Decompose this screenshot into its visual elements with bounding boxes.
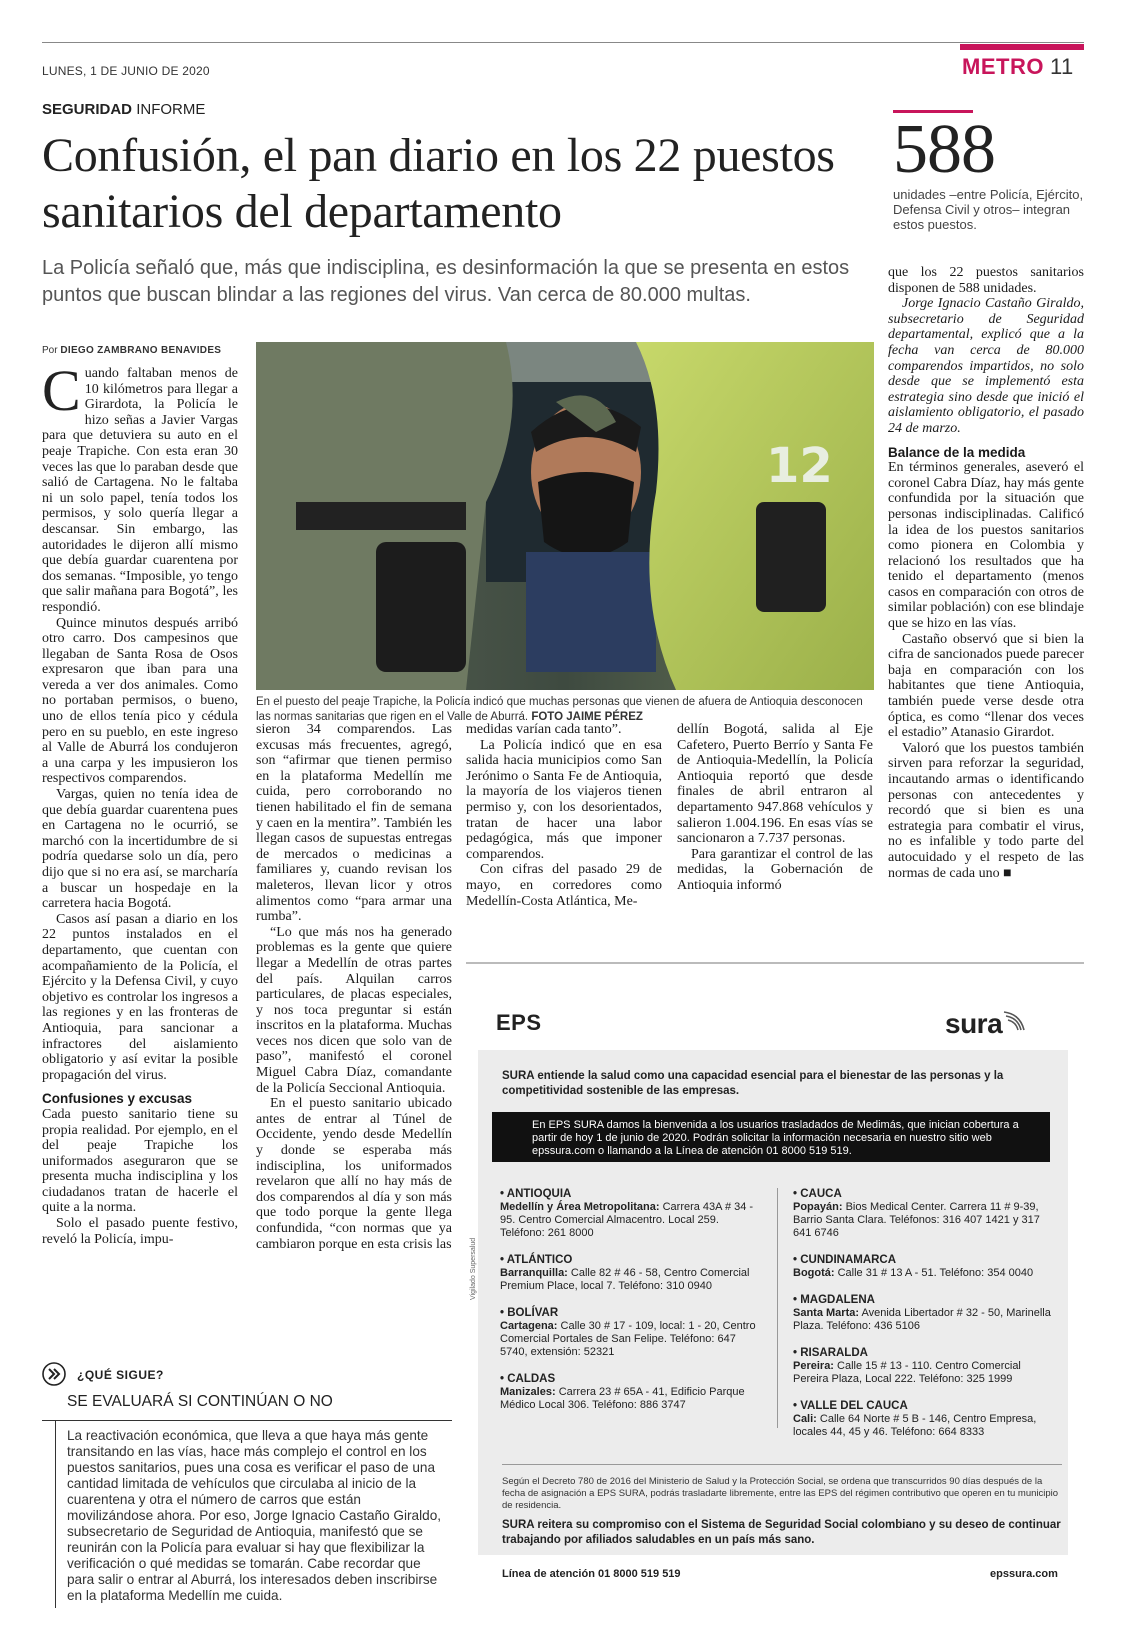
article-column-2 bbox=[256, 722, 452, 1252]
paragraph: “Lo que más nos ha generado problemas es la gente que quiere llegar a Medellín de otras partes del país. Alquilan carros particulares, de placas especiales, y nos toca preguntar si están inscritos en la plataforma. Muchas veces nos dicen que solo van de paso”, manifestó el coronel Miguel Cabra Díaz, comandante de la Policía Seccional Antioquia. bbox=[256, 924, 452, 1096]
office-region: • CAUCA bbox=[793, 1188, 842, 1200]
que-sigue-rule bbox=[42, 1420, 452, 1421]
office-entry bbox=[500, 1254, 762, 1293]
paragraph: Valoró que los puestos también sirven para reforzar la seguridad, incautando armas o identificando personas con antecedentes y recordó que si bien es una estrategia para combatir el virus, no es infalible y todo parte del autocuidado y el respeto de las normas de cada uno ■ bbox=[888, 740, 1084, 881]
subheading: Balance de la medida bbox=[888, 444, 1026, 460]
page-number: 11 bbox=[1049, 54, 1074, 79]
ad-closing: SURA reitera su compromiso con el Sistema de Seguridad Social colombiano y su deseo de continuar trabajando por afiliados saludables en un país más sano. bbox=[502, 1519, 1061, 1546]
paragraph: Castaño observó que si bien la cifra de sancionados puede parecer baja en comparación con los habitantes que tiene Antioquia, también puede verse desde otra óptica, es como “llenar dos veces el estadio” Atanasio Girardot. bbox=[888, 631, 1084, 741]
byline-prefix: Por bbox=[42, 345, 58, 356]
brand-text: sura bbox=[945, 1008, 1003, 1039]
article-column-5 bbox=[888, 265, 1084, 881]
ad-website: epssura.com bbox=[990, 1568, 1058, 1580]
office-detail: Calle 64 Norte # 5 B - 146, Centro Empresa, locales 44, 45 y 46. Teléfono: 664 8333 bbox=[793, 1413, 1037, 1438]
paragraph: En el puesto sanitario ubicado antes de entrar al Túnel de Occidente, yendo desde Medellín y donde se esperaba más indisciplina, los uniformados revelaron que allí no hay más de dos comparendos al día y son más que todo porque la gente llega confundida, “con normas que ya cambiaron porque en esta crisis las bbox=[256, 1096, 452, 1252]
sura-logo bbox=[945, 1008, 1028, 1040]
office-city: Medellín y Área Metropolitana: bbox=[500, 1201, 660, 1213]
offices-left bbox=[500, 1188, 762, 1412]
paragraph: Vargas, quien no tenía idea de que debía guardar cuarentena pues en Cartagena no le ocurrió, se marchó con la incertidumbre de si podría quedarse solo un día, pero dijo que si no era así, se marcharía a buscar un hospedaje en la carretera hacia Bogotá. bbox=[42, 787, 238, 912]
helmet-number: 12 bbox=[766, 438, 833, 494]
article-column-1 bbox=[42, 358, 238, 1247]
office-entry bbox=[500, 1373, 762, 1412]
stat-number: 588 bbox=[893, 111, 995, 188]
office-detail: Carrera 43A # 34 - 95. Centro Comercial Almacentro. Local 259. Teléfono: 261 8000 bbox=[500, 1201, 754, 1239]
headline: Confusión, el pan diario en los 22 puestos sanitarios del departamento bbox=[42, 129, 835, 238]
paragraph: En términos generales, aseveró el coronel Cabra Díaz, hay más gente confundida por la situación que personas indisciplinadas. Calificó la idea de los puestos sanitarios como pionera en Colombia y relacionó los resultados que ha tenido el departamento (menos casos en comparación con otros de similar población) con ese blindaje que se hizo en las vías. bbox=[888, 460, 1084, 632]
office-city: Manizales: bbox=[500, 1386, 556, 1398]
deck: La Policía señaló que, más que indisciplina, es desinformación la que se presenta en estos puntos que buscan blindar a las regiones del virus. Van cerca de 80.000 multas. bbox=[42, 257, 850, 306]
office-city: Pereira: bbox=[793, 1360, 834, 1372]
offices-separator bbox=[777, 1188, 778, 1428]
paragraph: dellín Bogotá, salida al Eje Cafetero, Puerto Berrío y Santa Fe de Antioquia-Medellín, la Policía Antioquia reportó que desde finales de abril entraron al departamento 947.868 vehículos y salieron 1.004.196. En esas vías se sancionaron a 7.737 personas. bbox=[677, 722, 873, 847]
top-rule bbox=[42, 42, 1084, 43]
byline bbox=[42, 345, 221, 356]
office-region: • BOLÍVAR bbox=[500, 1307, 559, 1319]
ad-intro: SURA entiende la salud como una capacidad esencial para el bienestar de las personas y la competitividad sostenible de las empresas. bbox=[502, 1070, 1004, 1097]
caption-text: En el puesto del peaje Trapiche, la Policía indicó que muchas personas que vienen de afuera de Antioquia desconocen las normas sanitarias que rigen en el Valle de Aburrá. bbox=[256, 696, 863, 723]
office-entry bbox=[793, 1254, 1055, 1280]
office-region: • CUNDINAMARCA bbox=[793, 1254, 897, 1266]
office-city: Barranquilla: bbox=[500, 1267, 568, 1279]
ad-banner: En EPS SURA damos la bienvenida a los usuarios trasladados de Medimás, que inician cobertura a partir de hoy 1 de junio de 2020. Podrán solicitar la información necesaria en nuestro sitio web epssura.com o llamando a la Línea de atención 01 8000 519 519. bbox=[492, 1112, 1050, 1162]
que-sigue-subtitle: SE EVALUARÁ SI CONTINÚAN O NO bbox=[67, 1393, 333, 1410]
office-city: Cali: bbox=[793, 1413, 817, 1425]
office-region: • CALDAS bbox=[500, 1373, 556, 1385]
sura-swoosh-icon bbox=[1002, 1008, 1028, 1034]
ad-eps-label: EPS bbox=[496, 1010, 542, 1035]
police-checkpoint-photo bbox=[256, 342, 874, 690]
office-entry bbox=[793, 1294, 1055, 1333]
photo-credit: FOTO JAIME PÉREZ bbox=[531, 711, 643, 723]
office-city: Bogotá: bbox=[793, 1267, 835, 1279]
office-region: • ANTIOQUIA bbox=[500, 1188, 572, 1200]
office-region: • ATLÁNTICO bbox=[500, 1254, 573, 1266]
kicker bbox=[42, 101, 205, 118]
paragraph: Cada puesto sanitario tiene su propia realidad. Por ejemplo, en el del peaje Trapiche los uniformados aseguraron que se presenta mucha indisciplina y los ciudadanos tratan de hacerle el quite a la norma. bbox=[42, 1106, 238, 1216]
paragraph: Quince minutos después arribó otro carro. Dos campesinos que llegaban de Santa Rosa de Osos expresaron que iban para una vereda a ver dos animales. Como no portaban permisos, o bueno, uno de ellos tenía pico y cédula pero en su pueblo, en este ingreso al Valle de Aburrá los condujeron a una carpa y les impusieron los respectivos comparendos. bbox=[42, 615, 238, 787]
kicker-bold: SEGURIDAD bbox=[42, 101, 133, 118]
paragraph: medidas varían cada tanto”. bbox=[466, 722, 622, 737]
byline-name: DIEGO ZAMBRANO BENAVIDES bbox=[60, 345, 222, 356]
stat-description: unidades –entre Policía, Ejército, Defensa Civil y otros– integran estos puestos. bbox=[893, 187, 1084, 232]
dropcap: C bbox=[42, 358, 81, 423]
vertical-supervisor-label: Vigilado Supersalud bbox=[470, 1237, 477, 1300]
office-entry bbox=[500, 1188, 762, 1240]
photo-caption bbox=[256, 695, 874, 725]
paragraph: Para garantizar el control de las medidas, la Gobernación de Antioquia informó bbox=[677, 846, 873, 893]
que-sigue-label: ¿QUÉ SIGUE? bbox=[77, 1368, 164, 1382]
paragraph: Casos así pasan a diario en los 22 puntos instalados en el departamento, que cuentan con acompañamiento de la Policía, el Ejército y la Defensa Civil, y cuyo objetivo es controlar los ingresos a las regiones y en las fronteras de Antioquia, para sancionar a infractores del aislamiento obligatorio y así evitar la posible propagación del virus. bbox=[42, 911, 238, 1083]
office-region: • RISARALDA bbox=[793, 1347, 868, 1359]
que-sigue-side-rule bbox=[55, 1420, 56, 1608]
paragraph: uando faltaban menos de 10 kilómetros para llegar a Girardota, la Policía le hizo señas a Javier Vargas para que detuviera su auto en el peaje Trapiche. Con esta eran 30 veces las que lo paraban desde que salió de Cartagena. No le faltaba ni un solo papel, tenía todos los permisos, y solo quería llegar a descansar. Sin embargo, las autoridades le dijeron allí mismo que debía guardar cuarentena por dos semanas. “Imposible, yo tengo que salir mañana para Bogotá”, les respondió. bbox=[42, 366, 238, 615]
offices-right bbox=[793, 1188, 1055, 1439]
paragraph: La Policía indicó que en esa salida hacia municipios como San Jerónimo o Santa Fe de Antioquia, la mayoría de los viajeros tienen permiso y, con los desorientados, tratan de hacer una labor pedagógica, más que imponer comparendos. bbox=[466, 737, 662, 862]
office-detail: Avenida Libertador # 32 - 50, Marinella Plaza. Teléfono: 436 5106 bbox=[793, 1307, 1051, 1332]
que-sigue-text: La reactivación económica, que lleva a que haya más gente transitando en las vías, hace más complejo el control en los puestos sanitarios, pues una cosa es verificar el paso de una cantidad limitada de vehículos que circulaba al inicio de la cuarentena y otra el número de carros que están movilizándose ahora. Por eso, Jorge Ignacio Castaño Giraldo, subsecretario de Seguridad de Antioquia, manifestó que se reunirán con la Policía para evaluar si hay que flexibilizar la verificación o qué medidas se tomarán. Cabe recordar que para salir o entrar al Aburrá, los interesados deben inscribirse en la plataforma Medellín me cuida. bbox=[67, 1428, 442, 1603]
paragraph: sieron 34 comparendos. Las excusas más frecuentes, agregó, son “afirmar que tienen permiso en la plataforma Medellín me cuida, pero corroborando no tienen habilitado el fin de semana y caen en la mentira”. También les llegan casos de supuestas entregas de mercados o medicinas a familiares y, cuando revisan los maleteros, llevan licor y otros alimentos como “para armar una rumba”. bbox=[256, 722, 452, 925]
section-name: METRO bbox=[962, 54, 1044, 79]
office-entry bbox=[500, 1307, 762, 1359]
office-region: • MAGDALENA bbox=[793, 1294, 875, 1306]
section-label bbox=[962, 54, 1074, 80]
article-column-3 bbox=[466, 722, 662, 909]
section-color-bar bbox=[960, 44, 1084, 50]
ad-hotline: Línea de atención 01 8000 519 519 bbox=[502, 1568, 681, 1580]
article-column-4 bbox=[677, 722, 873, 894]
paragraph: Solo el pasado puente festivo, reveló la Policía, impu- bbox=[42, 1216, 238, 1247]
office-entry bbox=[793, 1188, 1055, 1240]
office-city: Santa Marta: bbox=[793, 1307, 860, 1319]
ad-legal-rule bbox=[502, 1464, 1062, 1465]
ad-legal-text: Según el Decreto 780 de 2016 del Ministerio de Salud y la Protección Social, se ordena que transcurridos 90 días después de la fecha de asignación a EPS SURA, podrás trasladarte libremente, entre las EPS del régimen contributivo que operen en tu municipio de residencia. bbox=[502, 1476, 1059, 1511]
office-region: • VALLE DEL CAUCA bbox=[793, 1400, 908, 1412]
office-detail: Calle 31 # 13 A - 51. Teléfono: 354 0040 bbox=[837, 1267, 1034, 1279]
office-entry bbox=[793, 1400, 1055, 1439]
kicker-rest: INFORME bbox=[136, 101, 206, 118]
office-city: Popayán: bbox=[793, 1201, 843, 1213]
office-detail: Bios Medical Center. Carrera 11 # 9-39, Barrio Santa Clara. Teléfonos: 316 407 1421 y 317 641 6746 bbox=[793, 1201, 1040, 1239]
ad-divider bbox=[466, 962, 1084, 964]
article-photo bbox=[256, 342, 874, 690]
paragraph: Jorge Ignacio Castaño Giraldo, subsecretario de Seguridad departamental, explicó que a la fecha van cerca de 80.000 comparendos impartidos, no solo desde que se implementó esta estrategia sino desde que inició el aislamiento obligatorio, el pasado 24 de marzo. bbox=[888, 296, 1084, 436]
office-detail: Carrera 23 # 65A - 41, Edificio Parque Médico Local 306. Teléfono: 886 3747 bbox=[500, 1386, 745, 1411]
paragraph: que los 22 puestos sanitarios disponen de 588 unidades. bbox=[888, 265, 1084, 296]
edition-date: LUNES, 1 DE JUNIO DE 2020 bbox=[42, 64, 210, 78]
office-detail: Calle 15 # 13 - 110. Centro Comercial Pereira Plaza, Local 222. Teléfono: 325 1999 bbox=[793, 1360, 1021, 1385]
office-city: Cartagena: bbox=[500, 1320, 558, 1332]
double-chevron-icon bbox=[42, 1362, 66, 1386]
paragraph: Con cifras del pasado 29 de mayo, en corredores como Medellín-Costa Atlántica, Me- bbox=[466, 862, 662, 909]
subheading: Confusiones y excusas bbox=[42, 1091, 193, 1107]
office-entry bbox=[793, 1347, 1055, 1386]
office-detail: Calle 82 # 46 - 58, Centro Comercial Premium Place, local 7. Teléfono: 310 0940 bbox=[500, 1267, 750, 1292]
office-detail: Calle 30 # 17 - 109, local: 1 - 20, Centro Comercial Portales de San Felipe. Teléfono: 647 5740, extensión: 52321 bbox=[500, 1320, 756, 1358]
